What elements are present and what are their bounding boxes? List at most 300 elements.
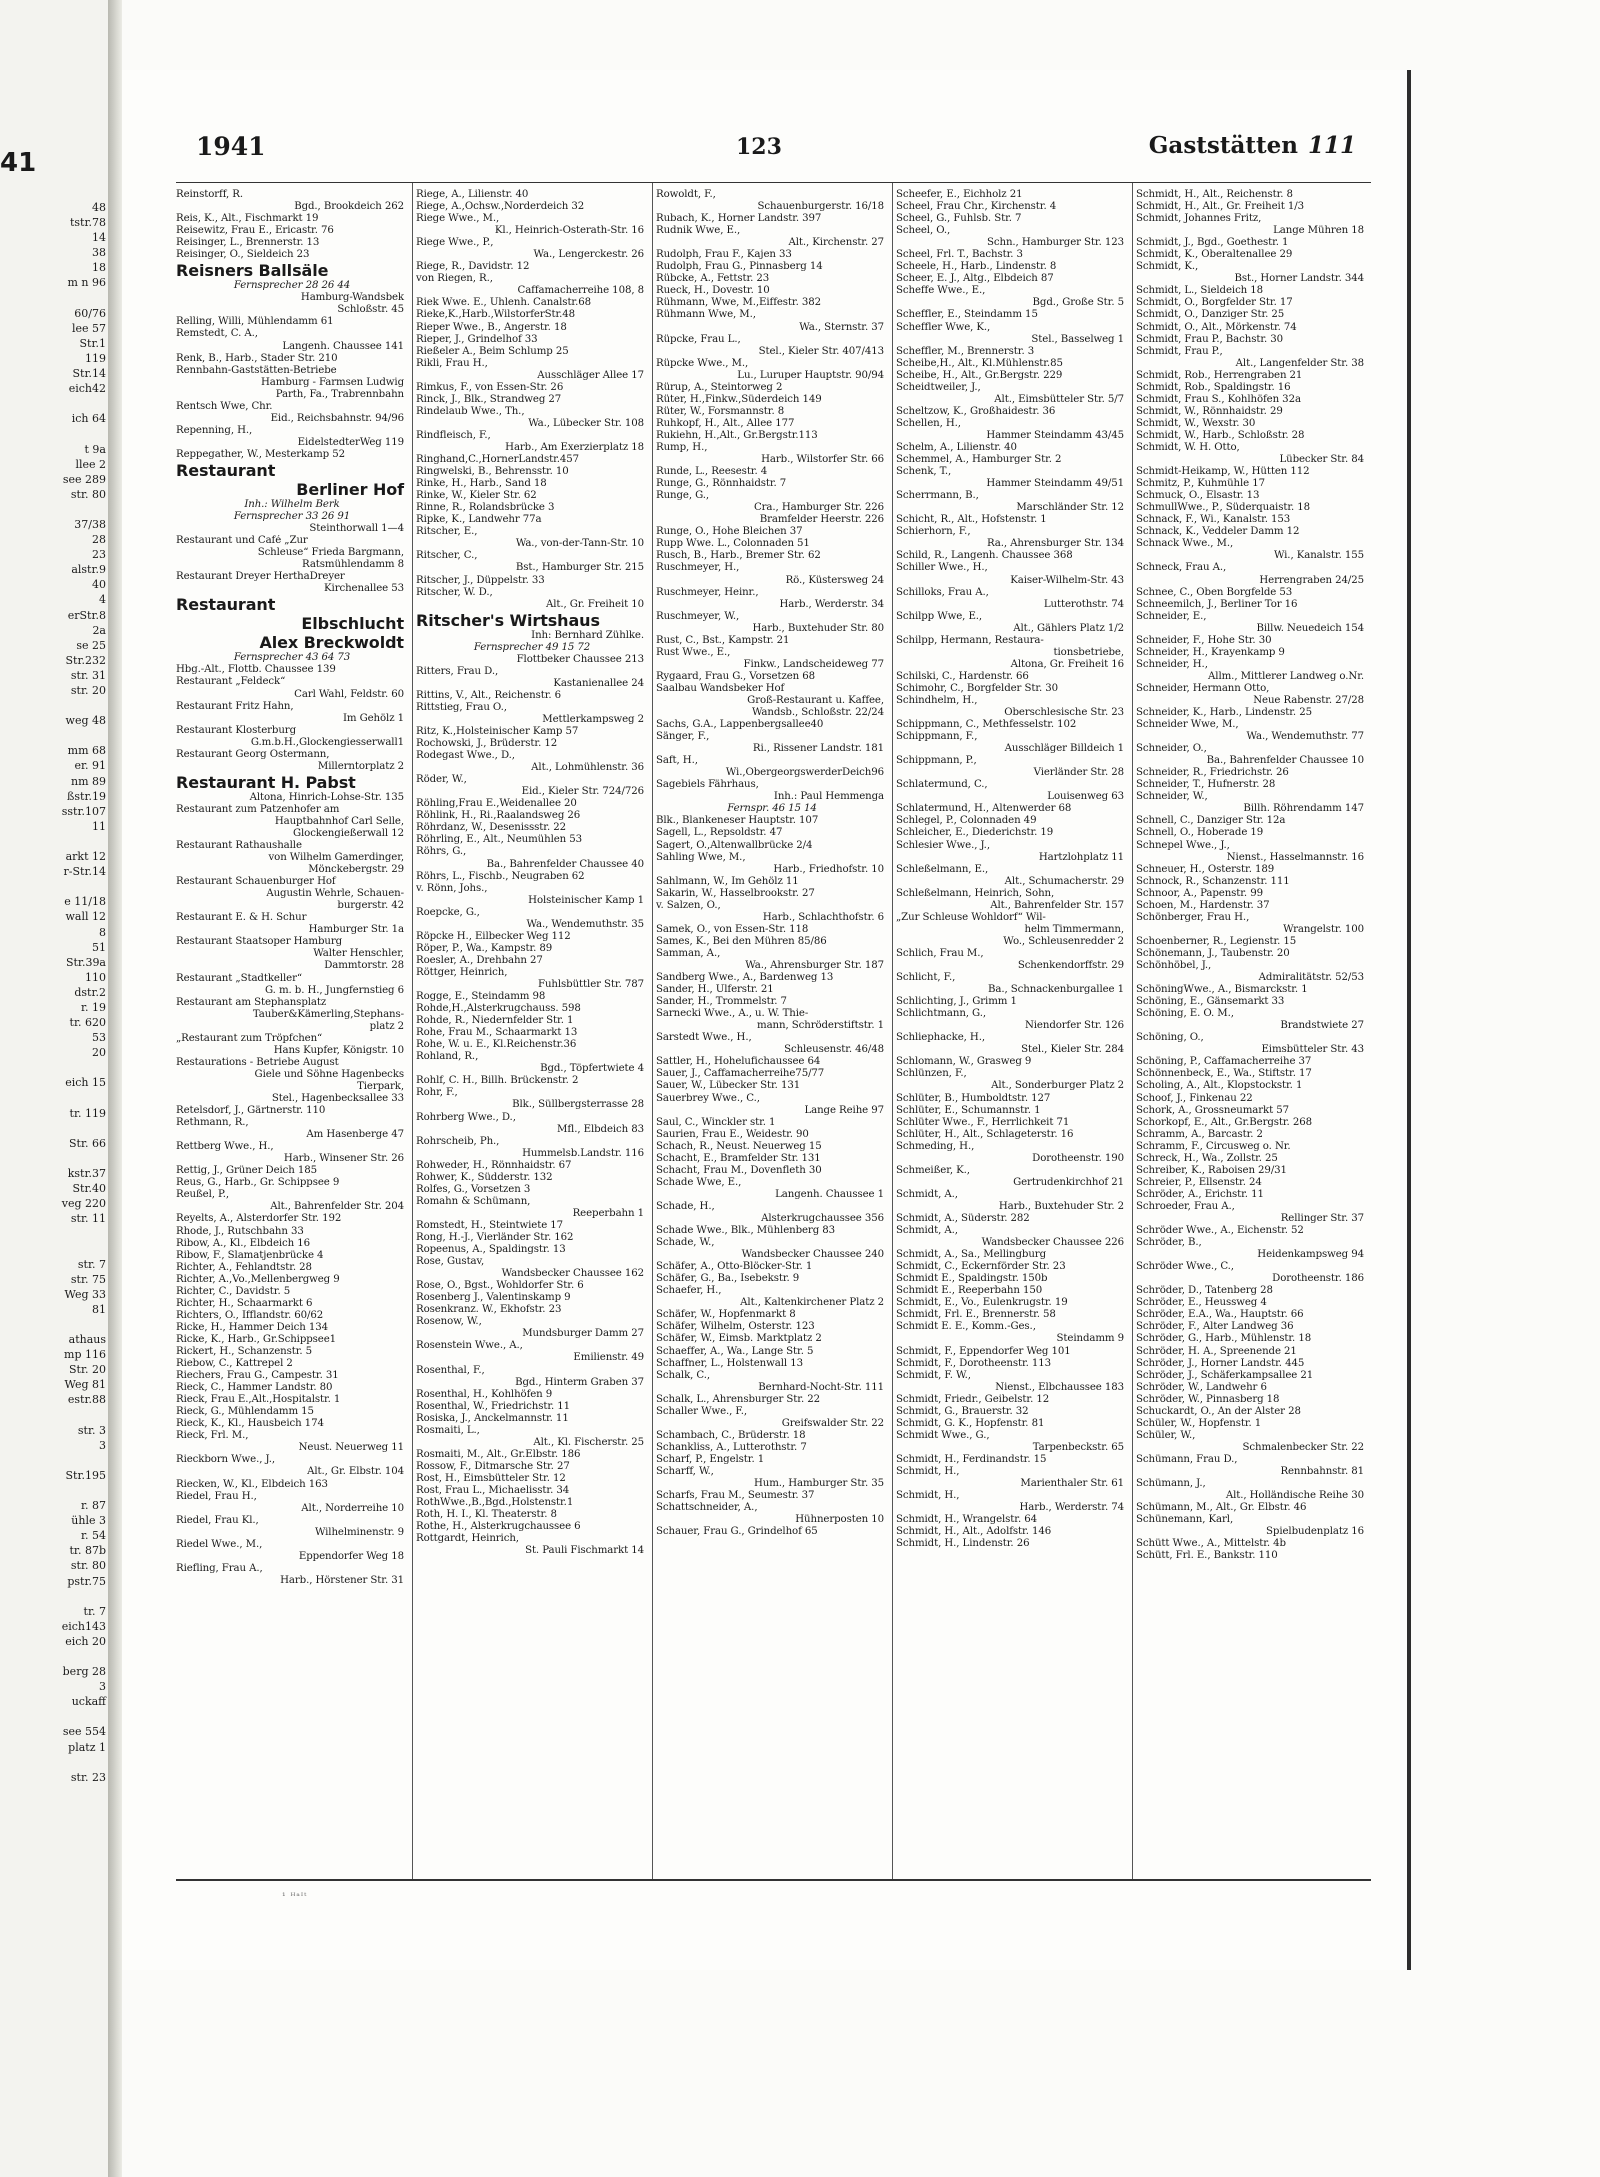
directory-entry: Richter, A., Fehlandtstr. 28 [176,1261,312,1273]
directory-columns [176,182,1371,1885]
entry-address-line: Louisenweg 63 [1047,791,1124,803]
directory-entry: Rohrscheib, Ph., [416,1135,500,1147]
entry-address-line: Harb., Friedhofstr. 10 [773,863,884,875]
directory-entry: Rose, Gustav, [416,1256,485,1268]
directory-entry: Rindelaub Wwe., Th., [416,405,525,417]
directory-entry: Scheidtweiler, J., [896,381,981,393]
directory-entry: „Zur Schleuse Wohldorf“ Wil- [896,911,1046,923]
directory-entry: Schiller Wwe., H., [896,562,988,574]
fragment-line: platz 1 [68,1740,106,1754]
fragment-line: 11 [92,819,106,833]
entry-address-line: Ba., Schnackenburgallee 1 [988,984,1124,996]
page-number: 123 [736,134,782,160]
directory-entry: Schneider, F., Hohe Str. 30 [1136,634,1272,646]
entry-address-line: Allm., Mittlerer Landweg o.Nr. [1208,670,1364,682]
directory-entry: Schmidt, W. H. Otto, [1136,441,1240,453]
directory-entry: Schlesier Wwe., J., [896,839,990,851]
directory-entry: Rusch, B., Harb., Bremer Str. 62 [656,550,821,562]
directory-entry: Rosmaiti, L., [416,1424,480,1436]
fragment-line [0,1453,106,1468]
fragment-line: eich 15 [65,1076,106,1090]
entry-address-line: Dorotheenstr. 190 [1032,1152,1124,1164]
directory-entry: Schlich, Frau M., [896,947,984,959]
directory-entry: Röhling,Frau E.,Weidenallee 20 [416,798,577,810]
entry-address-line: Hans Kupfer, Königstr. 10 [273,1044,404,1056]
directory-entry: Schöning, E., Gänsemarkt 33 [1136,996,1285,1008]
bottom-rule [176,1879,1371,1881]
directory-entry: Schmidt, A., Sa., Mellingburg [896,1249,1046,1261]
directory-entry: Schnoor, A., Papenstr. 99 [1136,887,1263,899]
advertised-entry: Restaurant [176,595,276,615]
directory-entry: Reisinger, L., Brennerstr. 13 [176,237,320,249]
fragment-line [0,426,106,441]
fragment-line: nm 89 [70,774,106,788]
fragment-line: 38 [92,246,106,260]
directory-entry: Rüter, W., Forsmannstr. 8 [656,405,785,417]
fragment-line: athaus [68,1333,106,1347]
directory-entry: Rubach, K., Horner Landstr. 397 [656,213,822,225]
entry-address-line: Marienthaler Str. 61 [1020,1478,1124,1490]
directory-column-1 [176,189,408,1879]
entry-address-line: St. Pauli Fischmarkt 14 [525,1545,644,1557]
entry-address-line: Ausschläger Allee 17 [537,369,644,381]
directory-entry: Scheffler Wwe, K., [896,321,991,333]
fragment-line: erStr.8 [67,608,106,622]
directory-entry: Rost, Frau L., Michaelisstr. 34 [416,1484,570,1496]
directory-entry: Ripke, K., Landwehr 77a [416,514,542,526]
directory-entry: Schilpp, Hermann, Restaura- [896,634,1044,646]
directory-entry: Schümann, J., [1136,1478,1206,1490]
directory-entry: Schelm, A., Lilienstr. 40 [896,441,1017,453]
directory-entry: Schlüter, E., Schumannstr. 1 [896,1104,1041,1116]
directory-entry: Rudolph, Frau F., Kajen 33 [656,249,792,261]
fragment-line: lee 57 [71,321,106,335]
entry-address-line: Steindamm 9 [1056,1333,1124,1345]
directory-entry: Reußel, P., [176,1189,229,1201]
directory-entry: Schmidt-Heikamp, W., Hütten 112 [1136,466,1310,478]
directory-entry: Schattschneider, A., [656,1502,758,1514]
directory-entry: Rieck, Frl. M., [176,1430,249,1442]
directory-entry: Schmidt, F. W., [896,1369,971,1381]
directory-entry: Schankliss, A., Lutterothstr. 7 [656,1441,807,1453]
directory-entry: Röhrdanz, W., Desenissstr. 22 [416,822,566,834]
directory-entry: Riege, A., Lilienstr. 40 [416,189,529,200]
directory-entry: Rettberg Wwe., H., [176,1141,274,1153]
fragment-line: eich143 [61,1619,106,1633]
directory-entry: Restaurant Dreyer HerthaDreyer [176,571,345,583]
entry-address-line: Lu., Luruper Hauptstr. 90/94 [737,369,884,381]
directory-entry: Schleicher, E., Diederichstr. 19 [896,827,1054,839]
entry-address-line: Eid., Kieler Str. 724/726 [521,786,644,798]
directory-entry: Rudolph, Frau G., Pinnasberg 14 [656,261,823,273]
directory-entry: Samman, A., [656,947,721,959]
entry-address-line: Alt., Kaltenkirchener Platz 2 [740,1297,884,1309]
directory-entry: Rodegast Wwe., D., [416,750,515,762]
directory-entry: Schmidt, Rob., Herrengraben 21 [1136,369,1303,381]
directory-entry: Rolfes, G., Vorsetzen 3 [416,1183,531,1195]
entry-address-line: Wa., Lübecker Str. 108 [528,417,644,429]
fragment-line: 110 [85,970,106,984]
directory-entry: Riebow, C., Kattrepel 2 [176,1358,293,1370]
entry-address-line: Groß-Restaurant u. Kaffee, [747,694,884,706]
directory-entry: Scherrmann, B., [896,490,979,502]
directory-entry: Schäfer, G., Ba., Isebekstr. 9 [656,1273,800,1285]
entry-address-line: Millerntorplatz 2 [317,760,404,772]
directory-entry: Schoof, J., Finkenau 22 [1136,1092,1253,1104]
fragment-line: 3 [99,1680,106,1694]
directory-entry: Scheffler, E., Steindamm 15 [896,309,1038,321]
fragment-line: tr. 87b [69,1544,106,1558]
fragment-line: eich42 [68,382,106,396]
entry-address-line: Schauenburgerstr. 16/18 [757,201,884,213]
fragment-line: str. 75 [70,1272,106,1286]
entry-address-line: Dammtorstr. 28 [324,960,404,972]
directory-entry: Roepcke, G., [416,906,480,918]
directory-entry: Schmidt, W., Harb., Schloßstr. 28 [1136,429,1305,441]
directory-entry: Rießeler A., Beim Schlump 25 [416,345,569,357]
entry-address-line: Augustin Wehrle, Schauen- [266,888,404,900]
directory-entry: Fernsprecher 43 64 73 [233,652,351,664]
directory-entry: Schäfer, W., Hopfenmarkt 8 [656,1309,796,1321]
directory-entry: Schütt, Frl. E., Bankstr. 110 [1136,1550,1278,1562]
directory-entry: Schnock, R., Schanzenstr. 111 [1136,875,1290,887]
fragment-line: str. 11 [70,1212,106,1226]
directory-entry: Schmidt, K., Oberaltenallee 29 [1136,249,1293,261]
directory-entry: Rothe, H., Alsterkrugchaussee 6 [416,1521,581,1533]
directory-entry: Sames, K., Bei den Mühren 85/86 [656,935,827,947]
directory-entry: Rentsch Wwe, Chr. [176,400,273,412]
directory-entry: Schaeffer, A., Wa., Lange Str. 5 [656,1345,814,1357]
entry-address-line: Alt., Sonderburger Platz 2 [991,1080,1124,1092]
fragment-line [0,1755,106,1770]
entry-address-line: Alt., Bahrenfelder Str. 157 [990,899,1124,911]
fragment-line: wall 12 [65,910,106,924]
directory-entry: Restaurant am Stephansplatz [176,996,327,1008]
column-rule [412,183,413,1879]
directory-entry: Schmidt, Frau P., Bachstr. 30 [1136,333,1284,345]
directory-entry: Rogge, E., Steindamm 98 [416,991,546,1003]
entry-address-line: Wo., Schleusenredder 2 [1003,935,1124,947]
directory-entry: Schnee, C., Oben Borgfelde 53 [1136,586,1293,598]
entry-address-line: Langenh. Chaussee 141 [282,340,404,352]
directory-entry: Schacht, Frau M., Dovenfleth 30 [656,1164,822,1176]
directory-entry: Rosenstein Wwe., A., [416,1340,523,1352]
directory-entry: Schmidt, G., Brauerstr. 32 [896,1405,1029,1417]
directory-entry: Saft, H., [656,755,698,767]
fragment-line: t 9a [84,442,106,456]
fragment-line [0,1649,106,1664]
directory-entry: Schimohr, C., Borgfelder Str. 30 [896,682,1059,694]
entry-address-line: Schleusenstr. 46/48 [784,1044,884,1056]
entry-address-line: Herrengraben 24/25 [1259,574,1364,586]
directory-entry: Schicht, R., Alt., Hofstenstr. 1 [896,514,1047,526]
directory-entry: Schlegel, P., Colonnaden 49 [896,815,1037,827]
fragment-line: r-Str.14 [63,865,106,879]
entry-address-line: Bst., Hamburger Str. 215 [515,562,644,574]
entry-address-line: Harb., Winsener Str. 26 [283,1153,404,1165]
fragment-line: tr. 7 [83,1604,106,1618]
directory-entry: Schüler, W., Hopfenstr. 1 [1136,1417,1262,1429]
entry-address-line: Tauber&Kämerling,Stephans- [252,1008,404,1020]
directory-entry: Schönemann, J., Taubenstr. 20 [1136,947,1290,959]
directory-entry: Schippmann, F., [896,731,978,743]
entry-address-line: Wandsbecker Chaussee 162 [501,1268,644,1280]
directory-entry: Sahling Wwe, M., [656,851,746,863]
directory-entry: Rickert, H., Schanzenstr. 5 [176,1345,313,1357]
directory-entry: Schäfer, Wilhelm, Osterstr. 123 [656,1321,815,1333]
fragment-line: eich 20 [65,1634,106,1648]
directory-entry: Schönberger, Frau H., [1136,911,1250,923]
directory-entry: Schneider Wwe, M., [1136,719,1239,731]
directory-entry: Rohwer, K., Südderstr. 132 [416,1171,553,1183]
directory-entry: Schmidt, O., Alt., Mörkenstr. 74 [1136,321,1297,333]
directory-entry: Blk., Blankeneser Hauptstr. 107 [656,815,819,827]
directory-entry: Schalk, L., Ahrensburger Str. 22 [656,1393,820,1405]
entry-address-line: Greifswalder Str. 22 [781,1417,884,1429]
directory-entry: Riege, A.,Ochsw.,Norderdeich 32 [416,201,585,213]
fragment-line: str. 80 [70,1559,106,1573]
directory-entry: Rieck, K., Kl., Hausbeich 174 [176,1418,324,1430]
advertised-entry: Berliner Hof [296,479,404,499]
directory-entry: Sahlmann, W., Im Gehölz 11 [656,875,799,887]
directory-entry: Rueck, H., Dovestr. 10 [656,285,770,297]
entry-address-line: Bst., Horner Landstr. 344 [1234,273,1364,285]
directory-entry: Röhlink, H., Ri.,Raalandsweg 26 [416,810,581,822]
directory-entry: Saalbau Wandsbeker Hof [656,682,785,694]
directory-entry: Schneider, K., Harb., Lindenstr. 25 [1136,707,1312,719]
directory-entry: Sarstedt Wwe., H., [656,1032,752,1044]
fragment-line: str. 20 [70,684,106,697]
directory-entry: Schröder, J., Horner Landstr. 445 [1136,1357,1305,1369]
directory-entry: Schmidt, F., Dorotheenstr. 113 [896,1357,1052,1369]
directory-entry: Restaurant Fritz Hahn, [176,700,294,712]
fragment-line: Str. 66 [69,1136,106,1150]
fragment-line [0,698,106,713]
directory-entry: Schmidt, O., Danziger Str. 25 [1136,309,1285,321]
fragment-line [0,1060,106,1075]
entry-address-line: Bernhard-Nocht-Str. 111 [758,1381,884,1393]
directory-entry: Scharff, W., [656,1465,714,1477]
entry-address-line: Bgd., Brookdeich 262 [294,201,404,213]
column-rule [892,183,893,1879]
directory-entry: v. Salzen, O., [656,899,721,911]
directory-entry: Scheffler, M., Brennerstr. 3 [896,345,1035,357]
entry-address-line: Hamburger Str. 1a [308,924,404,936]
entry-address-line: Schleuse“ Frieda Bargmann, [257,547,404,559]
directory-entry: Schlüter, B., Humboldtstr. 127 [896,1092,1051,1104]
entry-address-line: Alsterkrugchaussee 356 [761,1212,884,1224]
directory-entry: Schneemilch, J., Berliner Tor 16 [1136,598,1298,610]
fragment-line: dstr.2 [74,985,106,999]
directory-entry: Schröder Wwe., C., [1136,1261,1234,1273]
directory-entry: Rupp Wwe. L., Colonnaden 51 [656,538,810,550]
directory-entry: Schmidt, H., Alt., Reichenstr. 8 [1136,189,1293,200]
entry-address-line: G.m.b.H.,Glockengiesserwall1 [250,736,404,748]
fragment-line [0,1589,106,1604]
entry-address-line: Lange Reihe 97 [804,1104,884,1116]
directory-entry: Ricke, H., Hammer Deich 134 [176,1321,329,1333]
fragment-line: veg 220 [61,1197,106,1211]
directory-entry: Rosmaiti, M., Alt., Gr.Elbstr. 186 [416,1448,581,1460]
directory-entry: Scheibe,H., Alt., Kl.Mühlenstr.85 [896,357,1063,369]
entry-address-line: Lübecker Str. 84 [1279,454,1364,466]
column-rule [1132,183,1133,1879]
directory-entry: Rust Wwe., E., [656,646,731,658]
directory-entry: Richter, H., Schaarmarkt 6 [176,1297,313,1309]
entry-address-line: Ri., Rissener Landstr. 181 [752,743,884,755]
fragment-line: tr. 620 [69,1016,106,1030]
directory-entry: Schilloks, Frau A., [896,586,989,598]
section-title [1149,132,1356,159]
directory-entry: Fernsprecher 33 26 91 [233,511,351,523]
fragment-line: ühle 3 [71,1514,106,1528]
directory-entry: Schmidt, H., Ferdinandstr. 15 [896,1453,1047,1465]
directory-entry: Ropeenus, A., Spaldingstr. 13 [416,1244,566,1256]
directory-entry: Restaurant Schauenburger Hof [176,876,336,888]
entry-address-line: Kastanienallee 24 [553,677,644,689]
entry-address-line: Mönckebergstr. 29 [308,864,404,876]
entry-address-line: Reeperbahn 1 [572,1207,644,1219]
entry-address-line: helm Timmermann, [1024,923,1124,935]
fragment-line [0,1709,106,1724]
entry-address-line: Harb., Am Exerzierplatz 18 [505,441,644,453]
directory-entry: Reisewitz, Frau E., Ericastr. 76 [176,225,334,237]
entry-address-line: Oberschlesische Str. 23 [1004,707,1124,719]
entry-address-line: Wandsbecker Chaussee 240 [741,1249,884,1261]
entry-address-line: tionsbetriebe, [1053,646,1124,658]
directory-entry: Rindfleisch, F., [416,429,491,441]
entry-address-line: Ra., Ahrensburger Str. 134 [986,538,1124,550]
fragment-line [0,1091,106,1106]
directory-entry: Rowoldt, F., [656,189,716,200]
directory-entry: Schöning, O., [1136,1032,1204,1044]
directory-entry: Remstedt, C. A., [176,328,258,340]
directory-entry: Schröder, D., Tatenberg 28 [1136,1285,1273,1297]
fragment-line [0,291,106,306]
directory-entry: Schramm, A., Barcastr. 2 [1136,1128,1263,1140]
fragment-line: str. 7 [77,1257,106,1271]
entry-address-line: Langenh. Chaussee 1 [775,1188,884,1200]
entry-address-line: Eimsbütteler Str. 43 [1261,1044,1364,1056]
directory-entry: Schröder, W., Pinnasberg 18 [1136,1393,1280,1405]
entry-address-line: Wandsbecker Chaussee 226 [981,1237,1124,1249]
directory-entry: Riege Wwe., P., [416,237,494,249]
advertised-entry: Elbschlucht [301,614,404,634]
directory-entry: Sauer, J., Caffamacherreihe75/77 [656,1068,825,1080]
directory-entry: Schneider, O., [1136,743,1207,755]
directory-entry: Scholing, A., Alt., Klopstockstr. 1 [1136,1080,1303,1092]
directory-entry: Röpcke H., Eilbecker Weg 112 [416,930,571,942]
directory-entry: Rüter, H.,Finkw.,Süderdeich 149 [656,393,822,405]
directory-entry: Rottgardt, Heinrich, [416,1533,519,1545]
entry-address-line: Alt., Holländische Reihe 30 [1225,1490,1364,1502]
directory-column-3 [656,189,888,1879]
directory-entry: Scheel, O., [896,225,951,237]
directory-entry: Ritscher, C., [416,550,478,562]
fragment-line: Weg 81 [64,1378,106,1392]
directory-entry: Romahn & Schümann, [416,1195,531,1207]
entry-address-line: Eid., Reichsbahnstr. 94/96 [270,412,404,424]
directory-entry: Sander, H., Trommelstr. 7 [656,996,787,1008]
entry-address-line: Kl., Heinrich-Osterath-Str. 16 [494,225,644,237]
directory-entry: Ribow, F., Slamatjenbrücke 4 [176,1249,324,1261]
directory-entry: Schönhöbel, J., [1136,960,1212,971]
fragment-line: Str.14 [72,367,106,381]
book-gutter [108,0,122,2177]
fragment-line: 53 [92,1031,106,1045]
entry-address-line: Lutterothstr. 74 [1043,598,1124,610]
entry-address-line: Wa., Lengerckestr. 26 [533,249,644,261]
directory-entry: Schmidt, H., Alt., Gr. Freiheit 1/3 [1136,201,1304,213]
directory-entry: Schmidt, A., Süderstr. 282 [896,1212,1030,1224]
directory-entry: Riechers, Frau G., Campestr. 31 [176,1370,339,1382]
entry-address-line: Tierpark, [357,1080,404,1092]
directory-entry: Ruhkopf, H., Alt., Allee 177 [656,417,795,429]
entry-address-line: Ausschläger Billdeich 1 [1004,743,1124,755]
directory-entry: Röder, W., [416,774,467,786]
directory-entry: Rübcke, A., Fettstr. 23 [656,273,770,285]
directory-entry: Rinke, W., Kieler Str. 62 [416,490,537,502]
directory-entry: Reppegather, W., Mesterkamp 52 [176,448,345,460]
directory-entry: Rohweder, H., Rönnhaidstr. 67 [416,1159,572,1171]
entry-address-line: Alt., Kirchenstr. 27 [788,237,884,249]
fragment-line: Str.40 [72,1182,106,1196]
directory-entry: Hbg.-Alt., Flottb. Chaussee 139 [176,664,336,676]
entry-address-line: Alt., Schumacherstr. 29 [1004,875,1124,887]
advertised-entry: Reisners Ballsäle [176,261,329,281]
directory-entry: Schröder, B., [1136,1237,1202,1249]
directory-entry: Runge, O., Hohe Bleichen 37 [656,526,803,538]
directory-entry: Ricke, K., Harb., Gr.Schippsee1 [176,1333,337,1345]
directory-entry: Schmidt E. E., Komm.-Ges., [896,1321,1036,1333]
entry-address-line: Hammer Steindamm 49/51 [986,478,1124,490]
entry-address-line: Inh.: Paul Hemmenga [773,791,884,803]
fragment-line: 48 [92,201,106,214]
directory-entry: „Restaurant zum Tröpfchen“ [176,1032,323,1044]
directory-entry: Ritters, Frau D., [416,665,499,677]
directory-entry: Scheele, H., Harb., Lindenstr. 8 [896,261,1057,273]
fragment-line: Weg 33 [64,1287,106,1301]
entry-address-line: Carl Wahl, Feldstr. 60 [294,688,404,700]
fragment-line: 8 [99,925,106,939]
fragment-line [0,728,106,743]
entry-address-line: Hauptbahnhof Carl Selle, [274,815,404,827]
directory-entry: Schneuer, H., Osterstr. 189 [1136,863,1275,875]
directory-entry: Schmidt, C., Eckernförder Str. 23 [896,1261,1066,1273]
directory-entry: Fernsprecher 49 15 72 [473,641,591,653]
entry-address-line: Flottbeker Chaussee 213 [516,653,644,665]
directory-entry: Riek Wwe. E., Uhlenh. Canalstr.68 [416,297,591,309]
fragment-line: mm 68 [67,744,106,758]
directory-entry: Riecken, W., Kl., Elbdeich 163 [176,1478,328,1490]
entry-address-line: Im Gehölz 1 [342,712,404,724]
entry-address-line: platz 2 [369,1020,404,1032]
adjacent-page-number: 41 [0,148,37,178]
entry-address-line: Wandsb., Schloßstr. 22/24 [751,707,884,719]
advertised-entry: Restaurant H. Pabst [176,772,356,792]
directory-entry: Schnepel Wwe., J., [1136,839,1230,851]
directory-entry: Schmidt, H., Wrangelstr. 64 [896,1514,1037,1526]
directory-entry: Ruschmeyer, Heinr., [656,586,759,598]
directory-entry: Schmidt, Johannes Fritz, [1136,213,1262,225]
entry-address-line: Wa., Wendemuthstr. 35 [526,918,644,930]
fragment-line: sstr.107 [61,804,106,818]
entry-address-line: Wi.,ObergeorgswerderDeich96 [725,767,884,779]
column-rule [652,183,653,1879]
directory-entry: Rennbahn-Gaststätten-Betriebe [176,364,337,376]
directory-entry: Schmidt, J., Bgd., Goethestr. 1 [1136,237,1289,249]
fragment-line [0,1226,106,1241]
